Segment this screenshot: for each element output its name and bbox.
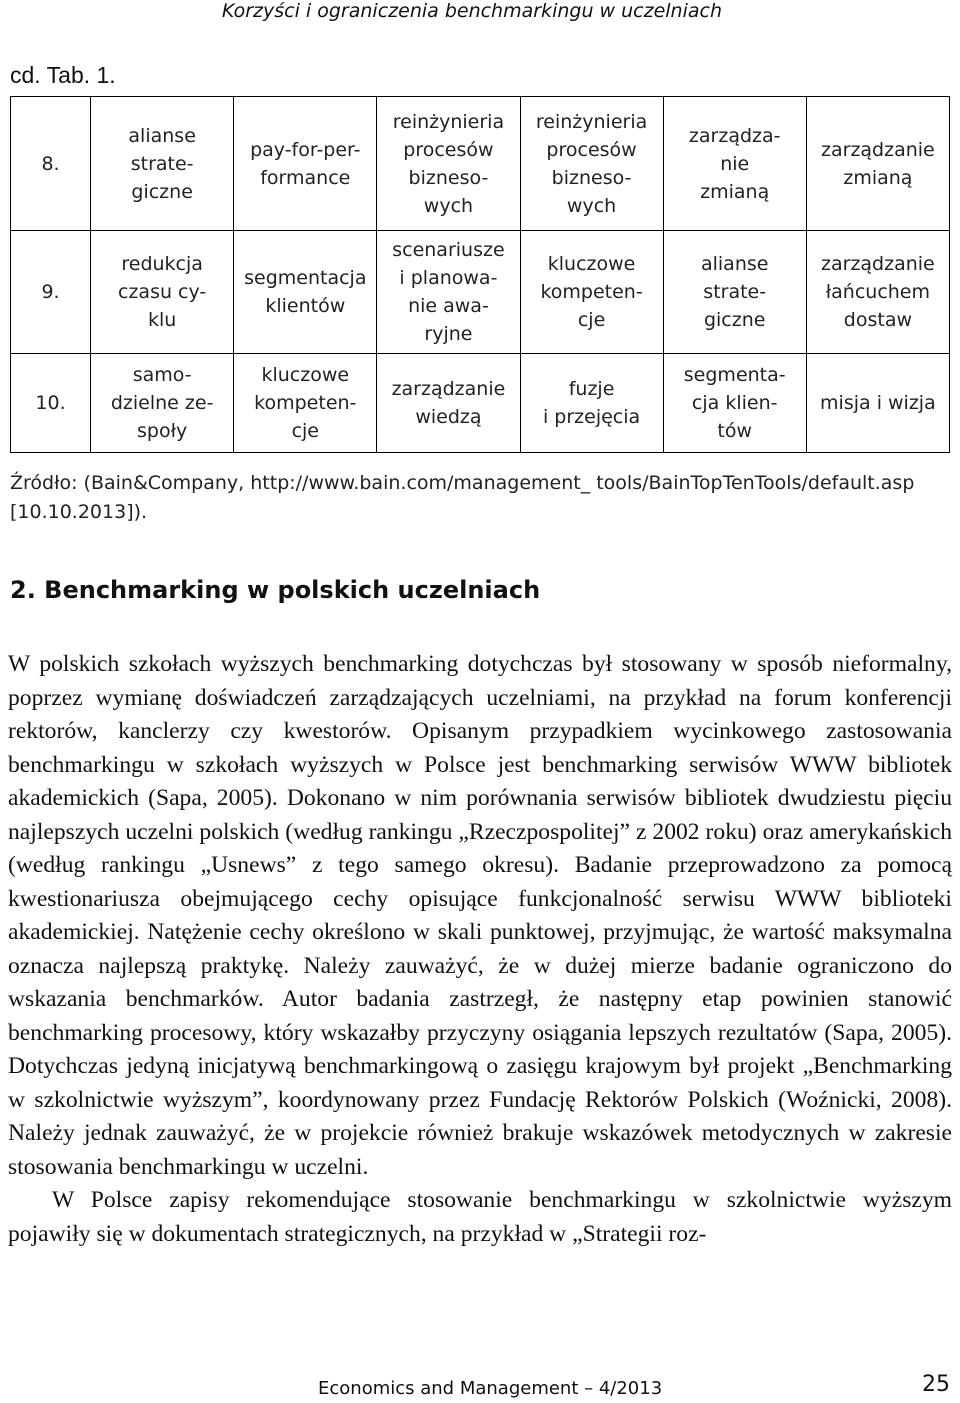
table-cell: zarządzanie łańcuchem dostaw — [806, 231, 949, 354]
table-row — [11, 97, 950, 231]
running-header: Korzyści i ograniczenia benchmarkingu w uczelniach — [221, 0, 722, 22]
table-cell: kluczowe kompeten- cje — [520, 231, 663, 354]
table-cell: redukcja czasu cy- klu — [91, 231, 234, 354]
table-row — [11, 354, 950, 453]
table-cell: kluczowe kompeten- cje — [234, 354, 377, 453]
table-cell: misja i wizja — [806, 354, 949, 453]
table-row — [11, 231, 950, 354]
row-number: 8. — [11, 97, 91, 231]
table-cell: segmenta- cja klien- tów — [663, 354, 806, 453]
table-source-note: Źródło: (Bain&Company, http://www.bain.com/management_ tools/BainTopTenTools/default.asp [10.10.2013]). — [10, 472, 915, 523]
paragraph: W Polsce zapisy rekomendujące stosowanie benchmarkingu w szkolnictwie wyższym pojawiły się w dokumentach strategicznych, na przykład w „Strategii roz- — [8, 1187, 952, 1247]
table-cell: alianse strate- giczne — [663, 231, 806, 354]
table-cell: segmentacja klientów — [234, 231, 377, 354]
section-heading: 2. Benchmarking w polskich uczelniach — [10, 576, 541, 604]
row-number: 9. — [11, 231, 91, 354]
table-cell: zarządzanie zmianą — [806, 97, 949, 231]
table-cell: samo- dzielne ze- społy — [91, 354, 234, 453]
table-cell: reinżynieria procesów bizneso- wych — [377, 97, 520, 231]
body-text — [8, 648, 952, 1251]
table-cell: scenariusze i planowa- nie awa- ryjne — [377, 231, 520, 354]
table-cell: pay-for-per- formance — [234, 97, 377, 231]
benchmark-tools-table — [10, 96, 950, 453]
row-number: 10. — [11, 354, 91, 453]
table-cell: zarządzanie wiedzą — [377, 354, 520, 453]
footer-journal: Economics and Management – 4/2013 — [318, 1378, 663, 1399]
page-number: 25 — [922, 1372, 950, 1397]
table-caption: cd. Tab. 1. — [10, 62, 116, 88]
table-cell: fuzje i przejęcia — [520, 354, 663, 453]
table-cell: alianse strate- giczne — [91, 97, 234, 231]
paragraph: W polskich szkołach wyższych benchmarking dotychczas był stosowany w sposób nieformalny, poprzez wymianę doświadczeń zarządzających uczelniami, na przykład na forum konferencji rektorów, kanclerzy czy kwestorów. Opisanym przypadkiem wycinkowego zastosowania benchmarkingu w szkołach wyższych w Polsce jest benchmarking serwisów WWW bibliotek akademickich (Sapa, 2005). Dokonano w nim porównania serwisów bibliotek dwudziestu pięciu najlepszych uczelni polskich (według rankingu „Rzeczpospolitej” z 2002 roku) oraz amerykańskich (według rankingu „Usnews” z tego samego okresu). Badanie przeprowadzono za pomocą kwestionariusza obejmującego cechy opisujące funkcjonalność serwisu WWW biblioteki akademickiej. Natężenie cechy określono w skali punktowej, przyjmując, że wartość maksymalna oznacza najlepszą praktykę. Należy zauważyć, że w dużej mierze badanie ograniczono do wskazania benchmarków. Autor badania zastrzegł, że następny etap powinien stanowić benchmarking procesowy, który wskazałby przyczyny osiągania lepszych rezultatów (Sapa, 2005). Dotychczas jedyną inicjatywą benchmarkingową o zasięgu krajowym był projekt „Benchmarking w szkolnictwie wyższym”, koordynowany przez Fundację Rektorów Polskich (Woźnicki, 2008). Należy jednak zauważyć, że w projekcie również brakuje wskazówek metodycznych w zakresie stosowania benchmarkingu w uczelni. — [8, 651, 952, 1180]
table-cell: reinżynieria procesów bizneso- wych — [520, 97, 663, 231]
table-cell: zarządza- nie zmianą — [663, 97, 806, 231]
